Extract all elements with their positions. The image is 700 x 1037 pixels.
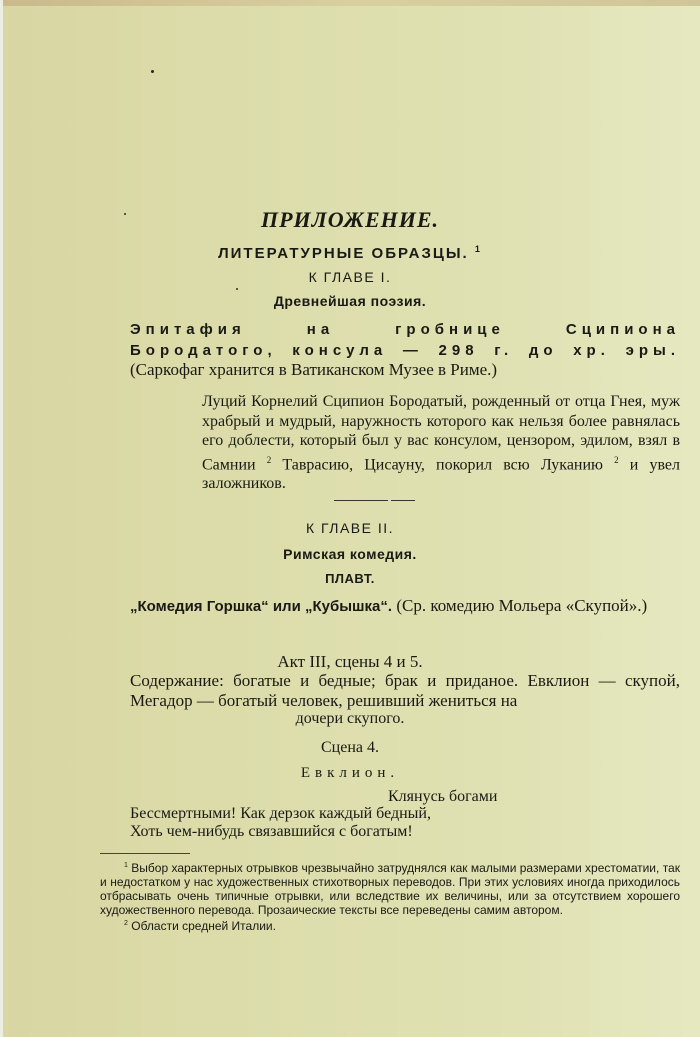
play-summary-end: дочери скупого. xyxy=(295,710,405,727)
paper-speck xyxy=(236,288,238,290)
play-summary: Содержание: богатые и бедные; брак и приданое. Евклион — скупой, Мегадор — богатый человек, решивший жениться на xyxy=(130,671,680,710)
footnote-1 xyxy=(100,859,680,917)
appendix-title: ПРИЛОЖЕНИЕ. xyxy=(260,207,440,232)
play-title-note: (Ср. комедию Мольера «Скупой».) xyxy=(396,596,648,615)
footnote-2-text: Области средней Италии. xyxy=(131,919,276,933)
footnote-mark: 2 xyxy=(614,454,619,465)
chapter-2-subheading: Римская комедия. xyxy=(283,546,417,562)
footnote-mark: 1 xyxy=(124,862,128,869)
act-heading: Акт III, сцены 4 и 5. xyxy=(277,652,423,671)
chapter-1-heading: К ГЛАВЕ I. xyxy=(308,269,392,285)
chapter-1-subheading: Древнейшая поэзия. xyxy=(273,293,427,309)
chapter-2-heading: К ГЛАВЕ II. xyxy=(305,520,395,536)
footnote-mark: 1 xyxy=(474,244,482,254)
footnote-mark: 2 xyxy=(266,454,272,465)
footnote-divider xyxy=(100,853,190,854)
footnote-2 xyxy=(100,917,680,933)
section-title xyxy=(0,244,700,262)
section-divider xyxy=(391,500,415,501)
footnote-mark: 2 xyxy=(124,920,128,927)
verse-line: Хоть чем-нибудь связавшийся с богатым! xyxy=(130,823,413,840)
epitaph-part-3: и увел заложников. xyxy=(202,455,680,493)
epitaph-part-1: Луций Корнелий Сципион Бородатый, рожденный от отца Гнея, муж храбрый и мудрый, наружность которого как нельзя более равнялась его доблести, который был у вас консулом, цензором, эдилом, взял в Самнии xyxy=(202,393,680,473)
epitaph-part-2: Таврасию, Цисауну, покорил всю Луканию xyxy=(271,455,604,473)
epitaph-text xyxy=(202,392,680,494)
play-title-bold: „Комедия Горшка“ или „Кубышка“. xyxy=(130,598,393,615)
footnotes xyxy=(100,859,680,933)
footnote-1-text: Выбор характерных отрывков чрезвычайно затруднялся как малыми размерами хрестоматии, так и недостатком у нас художественных стихотворных переводов. При этих условиях иногда приходилось отбрасывать очень типичные отрывки, или вследствие их величины, или за отсутствием хорошего художественного перевода. Прозаические тексты все переведены самим автором. xyxy=(100,861,680,917)
speaker-name: Евклион. xyxy=(300,765,400,781)
paper-speck xyxy=(151,70,154,73)
section-title-text: ЛИТЕРАТУРНЫЕ ОБРАЗЦЫ. xyxy=(218,245,469,262)
verse-line: Бессмертными! Как дерзок каждый бедный, xyxy=(130,805,431,822)
author-heading: ПЛАВТ. xyxy=(325,571,375,586)
play-title xyxy=(130,596,680,617)
scene-heading: Сцена 4. xyxy=(321,739,379,756)
epitaph-intro-note: (Саркофаг хранится в Ватиканском Музее в Риме.) xyxy=(130,360,498,379)
section-divider xyxy=(334,500,388,501)
epitaph-intro xyxy=(130,319,680,380)
verse-line: Клянусь богами xyxy=(388,788,498,805)
epitaph-intro-spaced: Эпитафия на гробнице Сципиона Бородатого, консула — 298 г. до хр. эры. xyxy=(130,321,680,359)
